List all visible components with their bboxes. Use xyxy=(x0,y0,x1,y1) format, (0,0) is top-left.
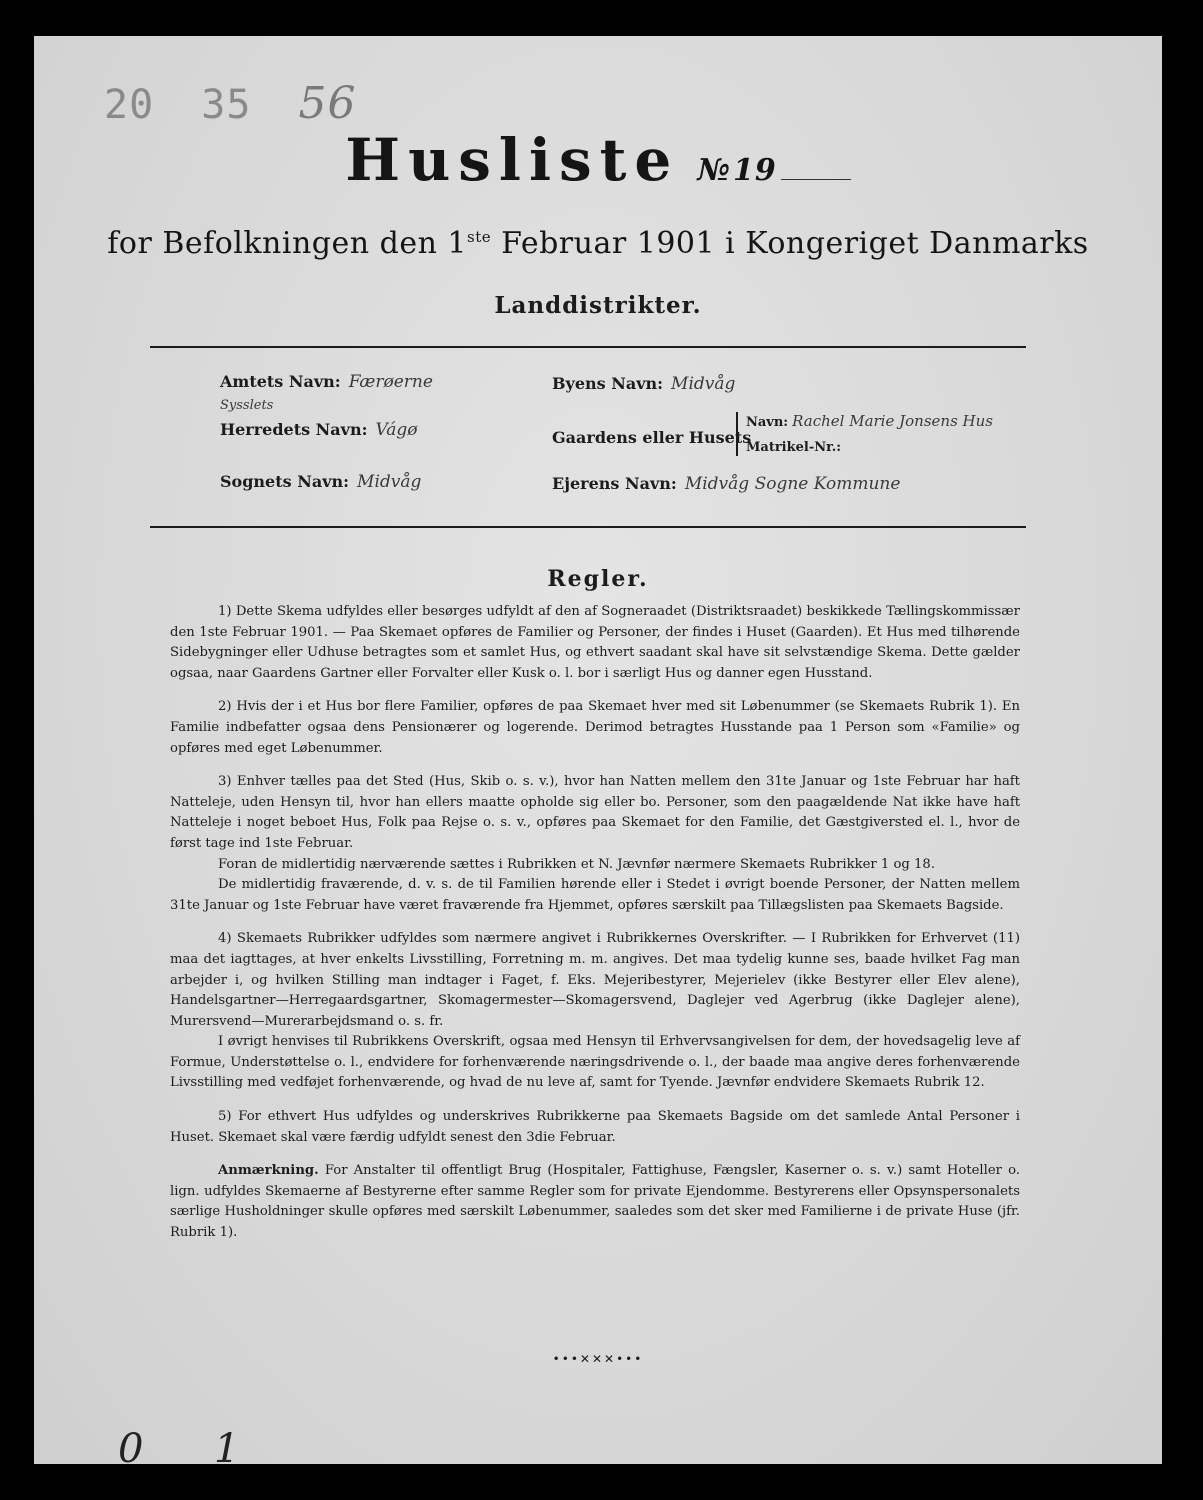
ejer-label: Ejerens Navn: xyxy=(552,474,677,493)
rule-4a: 4) Skemaets Rubrikker udfyldes som nærmere angivet i Rubrikkernes Overskrifter. — I Rubrikken for Erhvervet (11) maa det iagttages, at hver enkelts Livsstilling, Forretning m. m. angives. Det maa tydelig kunne ses, baade hvilket Fag man arbejder i, og hvilken Stilling man indtager i Faget, f. Eks. Mejeribestyrer, Mejerielev (ikke Bestyrer eller Elev alene), Handelsgartner—Herregaardsgartner, Skomagermester—Skomagersvend, Daglejer ved Agerbrug (ikke Daglejer alene), Murersvend—Murerarbejdsmand o. s. fr. xyxy=(170,931,1020,1029)
rules-heading: Regler. xyxy=(547,566,649,592)
sogn-label: Sognets Navn: xyxy=(220,472,350,491)
number-label: № xyxy=(697,153,731,188)
rule-2: 2) Hvis der i et Hus bor flere Familier, opføres de paa Skemaet hver med sit Løbenummer (se Skemaets Rubrik 1). En Familie indbefatter ogsaa dens Pensionærer og logerende. Derimod betragtes Husstande paa 1 Person som «Familie» og opføres med eget Løbenummer. xyxy=(170,699,1020,756)
stamp-number-handwritten: 56 xyxy=(298,78,357,129)
amt-value: Færøerne xyxy=(348,372,433,392)
rule-5: 5) For ethvert Hus udfyldes og underskrives Rubrikkerne paa Skemaets Bagside om det samlede Antal Personer i Huset. Skemaet skal være færdig udfyldt senest den 3die Februar. xyxy=(170,1109,1020,1145)
number-value: 19 xyxy=(732,153,777,188)
sogn-field xyxy=(220,472,421,492)
amt-field xyxy=(220,372,433,392)
note-label: Anmærkning. xyxy=(218,1163,319,1179)
title-text: Husliste xyxy=(345,126,680,194)
herred-label: Herredets Navn: xyxy=(220,420,368,439)
district-heading: Landdistrikter. xyxy=(494,292,702,319)
archive-stamp xyxy=(104,78,379,129)
navn-label: Navn: xyxy=(746,415,789,430)
rule-1: 1) Dette Skema udfyldes eller besørges udfyldt af den af Sogneraadet (Distriktsraadet) beskikkede Tællingskommissær den 1ste Februar 1901. — Paa Skemaet opføres de Familier og Personer, der findes i Huset (Gaarden). Et Hus med tilhørende Sidebygninger eller Udhuse betragtes som et samlet Hus, og ethvert saadant skal have sit selvstændige Skema. Dette gælder ogsaa, naar Gaardens Gartner eller Forvalter eller Kusk o. l. bor i særligt Hus og danner egen Husstand. xyxy=(170,604,1020,681)
navn-field xyxy=(746,412,993,430)
ejer-field xyxy=(552,474,900,494)
herred-field xyxy=(220,420,417,440)
ejer-value: Midvåg Sogne Kommune xyxy=(684,474,901,494)
by-field xyxy=(552,374,735,394)
bottom-handwriting-right: 1 xyxy=(214,1426,240,1472)
rules-body xyxy=(170,602,1020,1244)
census-form-page xyxy=(34,36,1162,1472)
ornament-divider: •••✕✕✕••• xyxy=(552,1352,644,1366)
stamp-number-1: 20 xyxy=(104,82,155,128)
subtitle-part-b: Februar 1901 i Kongeriget Danmarks xyxy=(491,226,1089,261)
form-title xyxy=(34,126,1162,194)
subtitle-superscript: ste xyxy=(467,228,492,246)
subtitle-part-a: for Befolkningen den 1 xyxy=(107,226,468,261)
by-label: Byens Navn: xyxy=(552,374,664,393)
bottom-divider xyxy=(150,526,1026,528)
number-fill-line xyxy=(781,179,851,180)
by-value: Midvåg xyxy=(671,374,736,394)
herred-value: Vágø xyxy=(375,420,418,440)
gaard-bracket xyxy=(736,412,738,456)
amt-label: Amtets Navn: xyxy=(220,372,341,391)
top-divider xyxy=(150,346,1026,348)
matrikel-label: Matrikel-Nr.: xyxy=(746,440,842,455)
gaard-label: Gaardens eller Husets xyxy=(552,428,752,447)
bottom-handwriting-left: 0 xyxy=(118,1426,144,1472)
sogn-value: Midvåg xyxy=(357,472,422,492)
navn-value: Rachel Marie Jonsens Hus xyxy=(792,412,993,430)
note-text: For Anstalter til offentligt Brug (Hospitaler, Fattighuse, Fængsler, Kaserner o. s. v.) samt Hoteller o. lign. udfyldes Skemaerne af Bestyrerne efter samme Regler som for private Ejendomme. Bestyrerens eller Opsynspersonalets særlige Husholdninger skulle opføres med særskilt Løbenummer, saaledes som det sker med Familierne i de private Huse (jfr. Rubrik 1). xyxy=(170,1163,1020,1241)
form-subtitle xyxy=(34,226,1162,261)
herred-correction: Sysslets xyxy=(220,398,274,413)
rule-3c: De midlertidig fraværende, d. v. s. de til Familien hørende eller i Stedet i øvrigt boende Personer, der Natten mellem 31te Januar og 1ste Februar have været fraværende fra Hjemmet, opføres særskilt paa Tillægslisten paa Skemaets Bagside. xyxy=(170,877,1020,913)
stamp-number-2: 35 xyxy=(201,82,252,128)
rule-4b: I øvrigt henvises til Rubrikkens Overskrift, ogsaa med Hensyn til Erhvervsangivelsen for dem, der hovedsagelig leve af Formue, Understøttelse o. l., endvidere for forhenværende næringsdrivende o. l., der baade maa angive deres forhenværende Livsstilling med vedføjet forhenværende, og hvad de nu leve af, samt for Tyende. Jævnfør endvidere Skemaets Rubrik 12. xyxy=(170,1034,1020,1091)
matrikel-field xyxy=(746,440,841,455)
rule-3b: Foran de midlertidig nærværende sættes i Rubrikken et N. Jævnfør nærmere Skemaets Rubrikker 1 og 18. xyxy=(218,856,936,872)
rule-note xyxy=(170,1161,1020,1243)
rule-3a: 3) Enhver tælles paa det Sted (Hus, Skib o. s. v.), hvor han Natten mellem den 31te Januar og 1ste Februar har haft Natteleje, uden Hensyn til, hvor han ellers maatte opholde sig eller bo. Personer, som den paagældende Nat ikke have haft Natteleje i noget beboet Hus, Folk paa Rejse o. s. v., opføres paa Skemaet for den Familie, det Gæstgiversted el. l., hvor de først tage ind 1ste Februar. xyxy=(170,774,1020,851)
